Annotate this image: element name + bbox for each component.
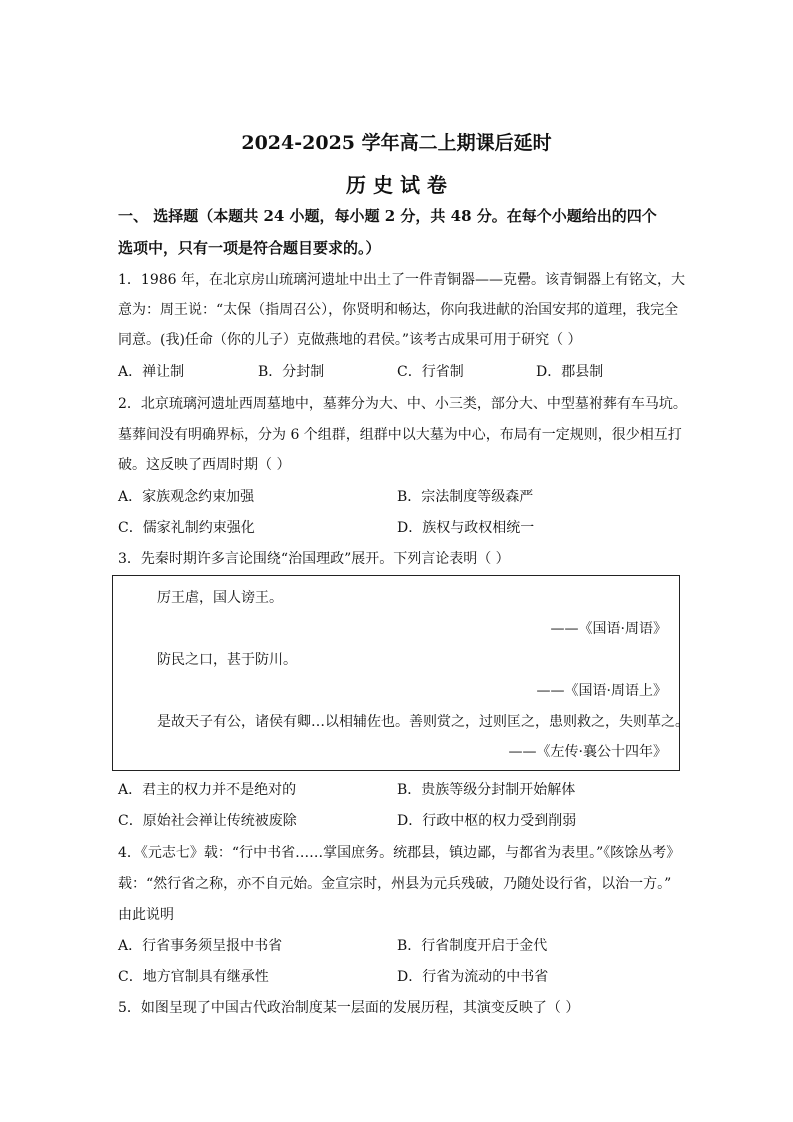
q1-option-d[interactable]: D．郡县制 xyxy=(536,364,604,380)
q3-text-line-1: 3．先秦时期许多言论围绕“治国理政”展开。下列言论表明（ ） xyxy=(118,551,510,567)
section-heading-line-1: 一、 选择题（本题共 24 小题，每小题 2 分，共 48 分。在每个小题给出的四个 xyxy=(118,207,657,225)
q3-quote-3-text: 是故天子有公，诸侯有卿…以相辅佐也。善则赏之，过则匡之，患则救之，失则革之。 xyxy=(157,714,689,730)
q1-option-a[interactable]: A．禅让制 xyxy=(118,364,185,380)
q4-text-line-1: 4．《元志七》载：“行中书省……掌国庶务。统郡县，镇边鄙，与都省为表里。”《陔馀丛考》 xyxy=(118,845,681,861)
exam-subtitle: 历 史 试 卷 xyxy=(346,173,447,197)
q3-quote-box xyxy=(112,575,689,771)
q2-option-a[interactable]: A．家族观念约束加强 xyxy=(118,489,255,505)
q2-text-line-3: 破。这反映了西周时期（ ） xyxy=(118,457,291,473)
q3-option-d[interactable]: D．行政中枢的权力受到削弱 xyxy=(397,813,577,829)
q3-option-a[interactable]: A．君主的权力并不是绝对的 xyxy=(118,782,297,798)
q2-text-line-1: 2．北京琉璃河遗址西周墓地中，墓葬分为大、中、小三类，部分大、中型墓祔葬有车马坑。 xyxy=(118,396,687,412)
q3-quote-3-source: ——《左传·襄公十四年》 xyxy=(508,744,667,760)
q2-option-b[interactable]: B．宗法制度等级森严 xyxy=(397,489,534,505)
q2-text-line-2: 墓葬间没有明确界标，分为 6 个组群，组群中以大墓为中心，布局有一定规则，很少相互打 xyxy=(118,427,682,443)
q1-option-c[interactable]: C．行省制 xyxy=(397,364,464,380)
q2-option-c[interactable]: C．儒家礼制约束强化 xyxy=(118,520,255,536)
q4-option-a[interactable]: A．行省事务须呈报中书省 xyxy=(118,938,283,954)
q4-text-line-3: 由此说明 xyxy=(118,907,174,923)
q4-option-b[interactable]: B．行省制度开启于金代 xyxy=(397,938,548,954)
q3-option-b[interactable]: B．贵族等级分封制开始解体 xyxy=(397,782,576,798)
q1-text-line-3: 同意。(我)任命（你的儿子）克做燕地的君侯。”该考古成果可用于研究（ ） xyxy=(118,332,582,348)
q3-quote-2-text: 防民之口，甚于防川。 xyxy=(157,652,297,668)
q3-option-c[interactable]: C．原始社会禅让传统被废除 xyxy=(118,813,297,829)
section-heading-line-2: 选项中，只有一项是符合题目要求的。） xyxy=(118,239,381,257)
q3-quote-1-source: ——《国语·周语》 xyxy=(550,621,667,637)
q4-option-c[interactable]: C．地方官制具有继承性 xyxy=(118,969,269,985)
q3-quote-2-source: ——《国语·周语上》 xyxy=(536,683,667,699)
q1-option-b[interactable]: B．分封制 xyxy=(258,364,325,380)
q1-text-line-2: 意为：周王说：“太保（指周召公），你贤明和畅达，你向我进献的治国安邦的道理，我完全 xyxy=(118,302,679,318)
q5-text-line-1: 5．如图呈现了中国古代政治制度某一层面的发展历程，其演变反映了（ ） xyxy=(118,1000,580,1016)
q3-quote-1-text: 厉王虐，国人谤王。 xyxy=(157,590,283,606)
q4-option-d[interactable]: D．行省为流动的中书省 xyxy=(397,969,549,985)
q4-text-line-2: 载：“然行省之称，亦不自元始。金宣宗时，州县为元兵残破，乃随处设行省，以治一方。” xyxy=(118,876,672,892)
exam-title: 2024-2025 学年高二上期课后延时 xyxy=(241,132,552,154)
q1-text-line-1: 1．1986 年，在北京房山琉璃河遗址中出土了一件青铜器——克罍。该青铜器上有铭文，大 xyxy=(118,272,685,288)
q2-option-d[interactable]: D．族权与政权相统一 xyxy=(397,520,535,536)
